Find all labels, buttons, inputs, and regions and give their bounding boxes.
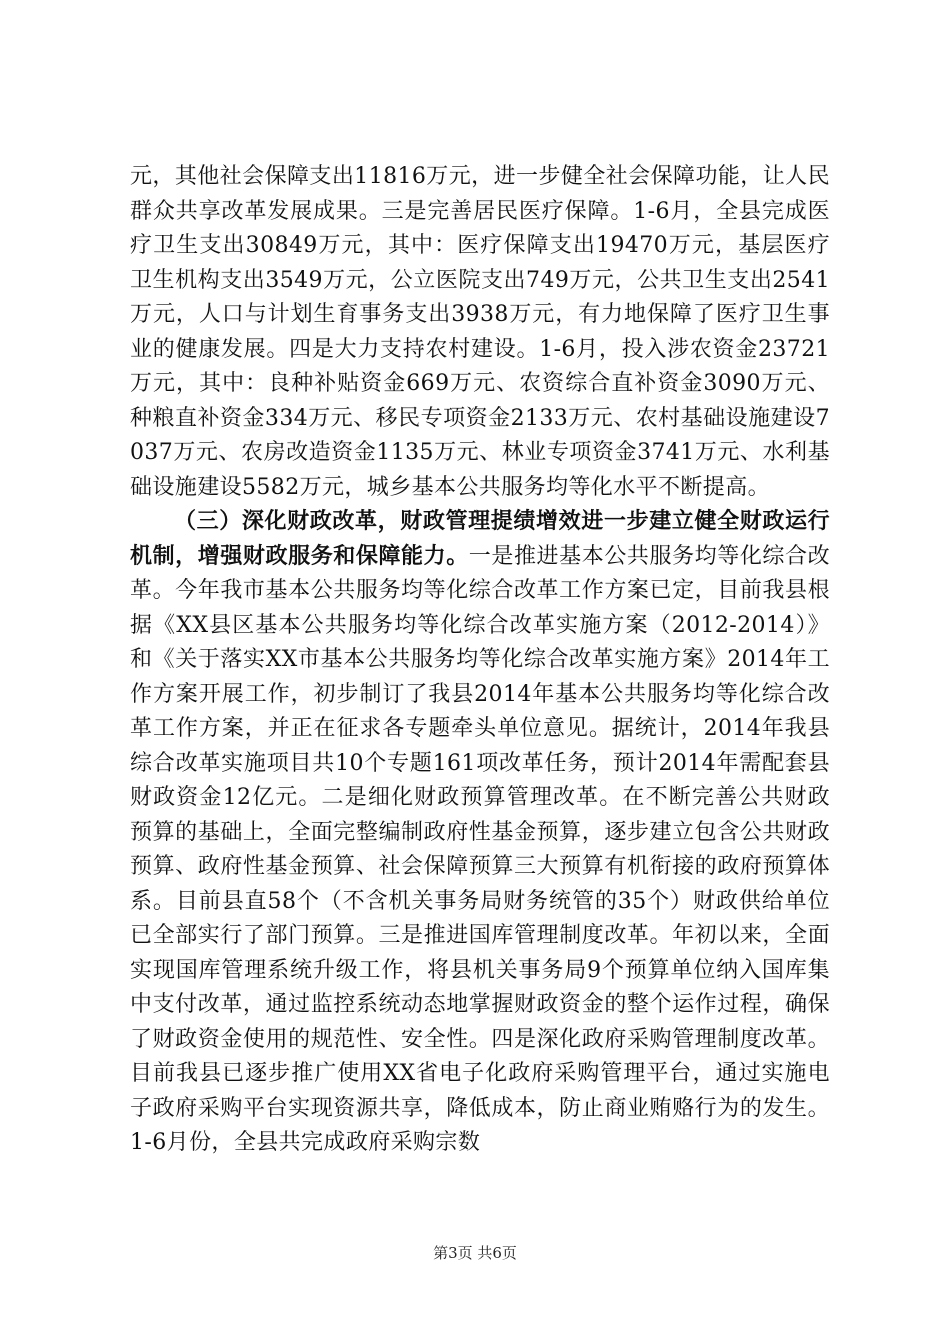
section-heading: （三）深化财政改革，财政管理提绩增效进一步建立健全财政运行机制，增强财政服务和保障能力。 [130, 509, 830, 569]
paragraph-text: 元，其他社会保障支出11816万元，进一步健全社会保障功能，让人民群众共享改革发展成果。三是完善居民医疗保障。1-6月，全县完成医疗卫生支出30849万元，其中：医疗保障支出19470万元，基层医疗卫生机构支出3549万元，公立医院支出749万元，公共卫生支出2541万元，人口与计划生育事务支出3938万元，有力地保障了医疗卫生事业的健康发展。四是大力支持农村建设。1-6月，投入涉农资金23721万元，其中：良种补贴资金669万元、农资综合直补资金3090万元、种粮直补资金334万元、移民专项资金2133万元、农村基础设施建设7037万元、农房改造资金1135万元、林业专项资金3741万元、水利基础设施建设5582万元，城乡基本公共服务均等化水平不断提高。 [130, 164, 830, 500]
paragraph-text: 一是推进基本公共服务均等化综合改革。今年我市基本公共服务均等化综合改革工作方案已定，目前我县根据《XX县区基本公共服务均等化综合改革实施方案（2012-2014）》和《关于落实XX市基本公共服务均等化综合改革实施方案》2014年工作方案开展工作，初步制订了我县2014年基本公共服务均等化综合改革工作方案，并正在征求各专题牵头单位意见。据统计，2014年我县综合改革实施项目共10个专题161项改革任务，预计2014年需配套县财政资金12亿元。二是细化财政预算管理改革。在不断完善公共财政预算的基础上，全面完整编制政府性基金预算，逐步建立包含公共财政预算、政府性基金预算、社会保障预算三大预算有机衔接的政府预算体系。目前县直58个（不含机关事务局财务统管的35个）财政供给单位已全部实行了部门预算。三是推进国库管理制度改革。年初以来，全面实现国库管理系统升级工作，将县机关事务局9个预算单位纳入国库集中支付改革，通过监控系统动态地掌握财政资金的整个运作过程，确保了财政资金使用的规范性、安全性。四是深化政府采购管理制度改革。目前我县已逐步推广使用XX省电子化政府采购管理平台，通过实施电子政府采购平台实现资源共享，降低成本，防止商业贿赂行为的发生。1-6月份，全县共完成政府采购宗数 [130, 543, 830, 1155]
paragraph-social-security [130, 160, 830, 505]
page-number: 第3页 共6页 [433, 1244, 517, 1262]
document-body [130, 160, 830, 1161]
page-footer [0, 1243, 950, 1263]
paragraph-fiscal-reform [130, 505, 830, 1161]
